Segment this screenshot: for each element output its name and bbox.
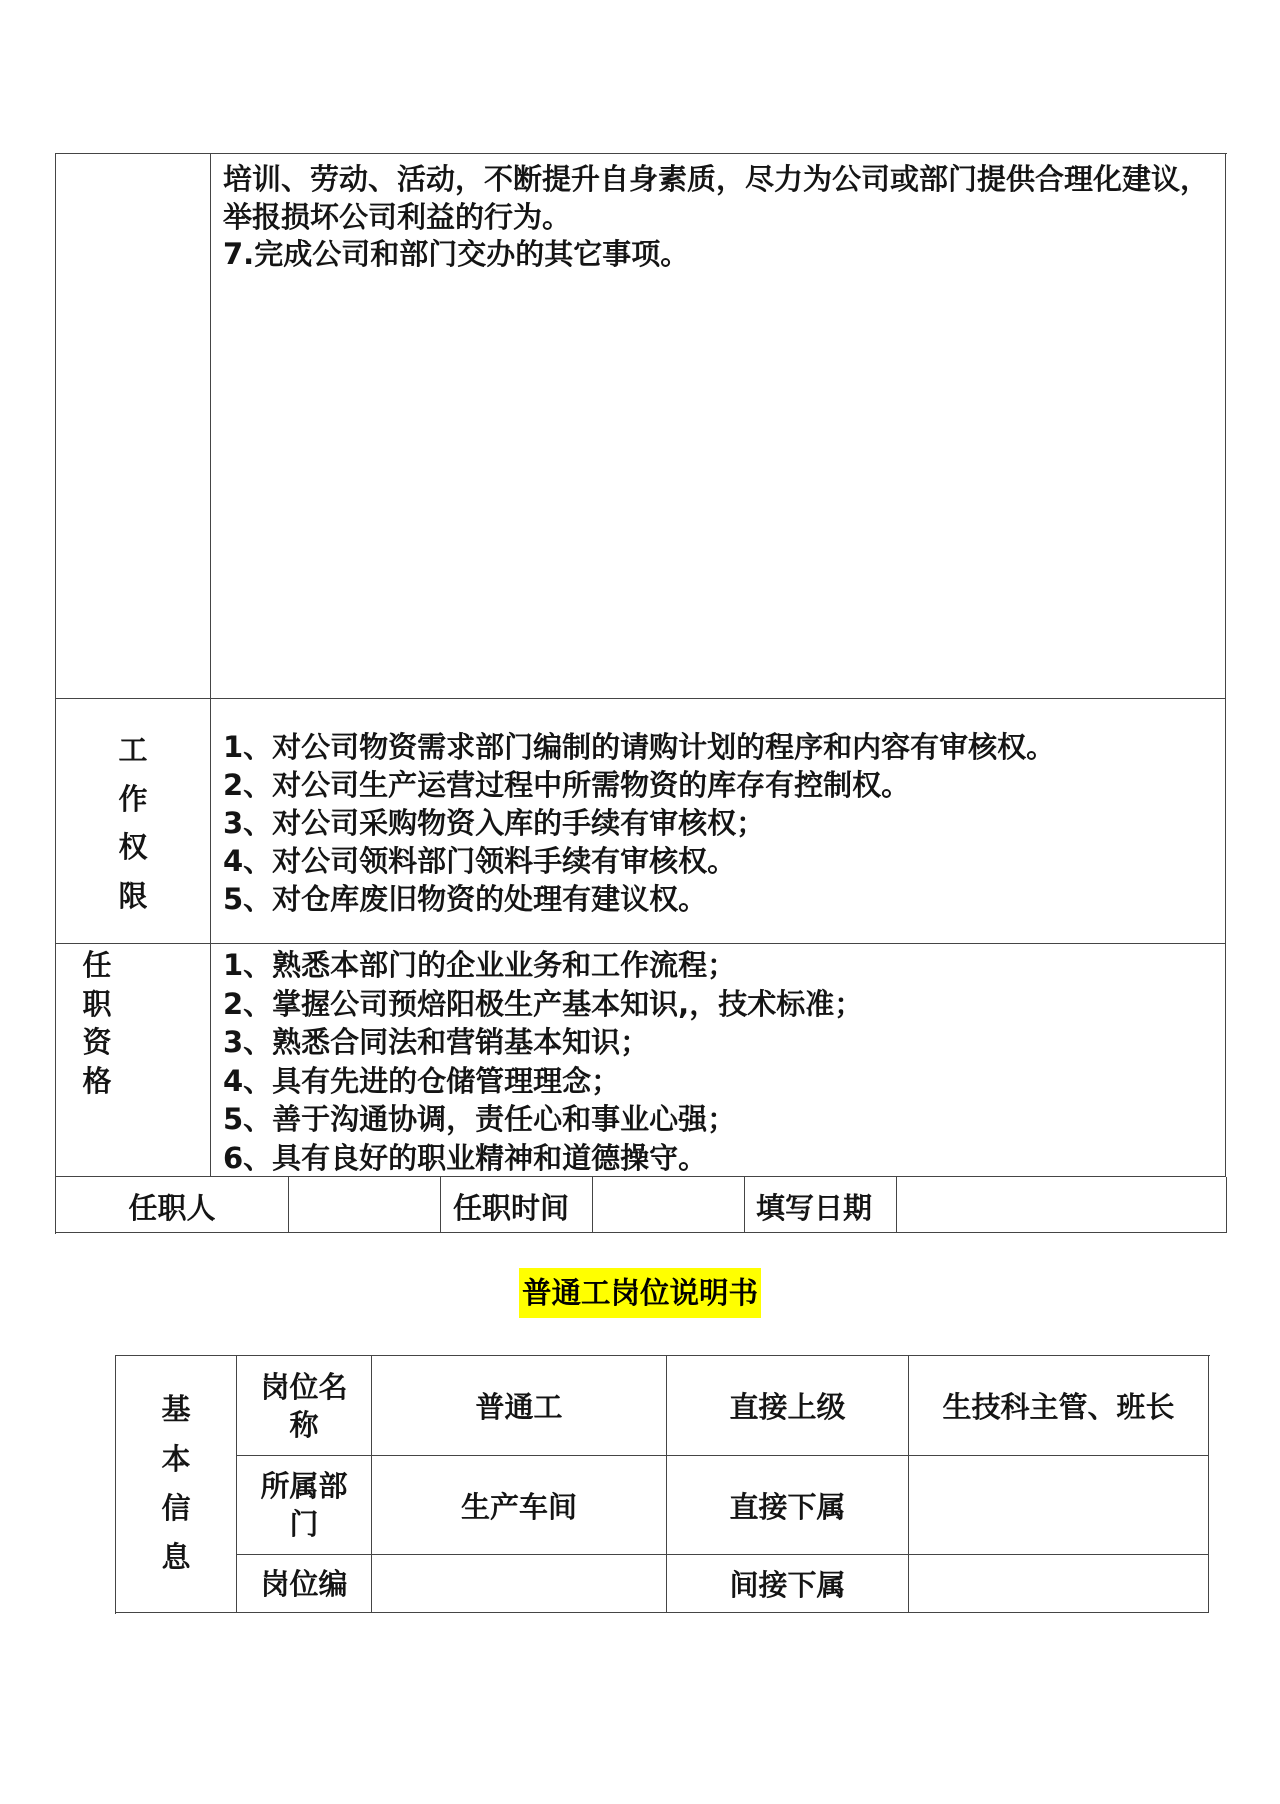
duties-label-cell [56, 154, 211, 699]
authority-line: 1、对公司物资需求部门编制的请购计划的程序和内容有审核权。 [223, 730, 1056, 764]
department-label: 所属部门 [260, 1469, 348, 1541]
position-code-label: 岗位编 [260, 1566, 348, 1601]
qualification-line: 4、具有先进的仓储管理理念； [223, 1063, 621, 1098]
tenure-value-cell [593, 1177, 745, 1233]
holder-value-cell [289, 1177, 441, 1233]
authority-line: 3、对公司采购物资入库的手续有审核权； [223, 806, 766, 840]
authority-line: 5、对仓库废旧物资的处理有建议权。 [223, 882, 708, 916]
qualification-line: 2、掌握公司预焙阳极生产基本知识,，技术标准； [223, 986, 864, 1021]
qualifications-label-cell [56, 944, 211, 1177]
qualification-line: 3、熟悉合同法和营销基本知识； [223, 1025, 650, 1060]
department-value: 生产车间 [460, 1489, 577, 1524]
duties-content-cell [211, 154, 1226, 699]
duty-line: 举报损坏公司利益的行为。 [223, 199, 572, 234]
department-label-cell [237, 1456, 372, 1555]
direct-superior-value: 生技科主管、班长 [942, 1390, 1175, 1424]
position-name-label-cell [237, 1356, 372, 1456]
direct-subordinate-label-cell [667, 1456, 909, 1555]
direct-superior-value-cell [909, 1356, 1209, 1456]
direct-superior-label-cell [667, 1356, 909, 1456]
duty-line: 培训、劳动、活动，不断提升自身素质，尽力为公司或部门提供合理化建议， [223, 162, 1210, 196]
qualifications-label: 任职资格 [82, 948, 112, 1098]
direct-subordinate-label: 直接下属 [729, 1489, 846, 1524]
position-name-label: 岗位名称 [260, 1369, 348, 1442]
indirect-subordinate-label-cell [667, 1555, 909, 1613]
authority-line: 2、对公司生产运营过程中所需物资的库存有控制权。 [223, 768, 911, 802]
qualification-line: 6、具有良好的职业精神和道德操守。 [223, 1140, 708, 1175]
job-description-table [55, 153, 1227, 1234]
basic-info-label: 基本信息 [161, 1392, 191, 1575]
qualifications-content-cell [211, 944, 1226, 1177]
position-name-value: 普通工 [475, 1390, 563, 1424]
basic-info-label-cell [116, 1356, 237, 1613]
basic-info-table [115, 1355, 1210, 1614]
duty-line: 7.完成公司和部门交办的其它事项。 [223, 237, 690, 271]
qualification-line: 1、熟悉本部门的企业业务和工作流程； [223, 948, 737, 982]
tenure-label: 任职时间 [453, 1191, 570, 1225]
indirect-subordinate-value-cell [909, 1555, 1209, 1613]
authority-line: 4、对公司领料部门领料手续有审核权。 [223, 844, 737, 878]
authority-content-cell [211, 699, 1226, 944]
indirect-subordinate-label: 间接下属 [729, 1568, 846, 1602]
department-value-cell [372, 1456, 667, 1555]
holder-label-cell [56, 1177, 289, 1233]
authority-label: 工作权限 [118, 733, 148, 913]
date-label: 填写日期 [756, 1191, 873, 1225]
qualification-line: 5、善于沟通协调，责任心和事业心强； [223, 1102, 737, 1137]
date-value-cell [897, 1177, 1227, 1233]
authority-label-cell [56, 699, 211, 944]
section-title: 普通工岗位说明书 [519, 1268, 761, 1318]
date-label-cell [745, 1177, 897, 1233]
position-code-label-cell [237, 1555, 372, 1613]
position-name-value-cell [372, 1356, 667, 1456]
direct-superior-label: 直接上级 [729, 1390, 846, 1424]
direct-subordinate-value-cell [909, 1456, 1209, 1555]
holder-label: 任职人 [128, 1191, 216, 1225]
tenure-label-cell [441, 1177, 593, 1233]
position-code-value-cell [372, 1555, 667, 1613]
